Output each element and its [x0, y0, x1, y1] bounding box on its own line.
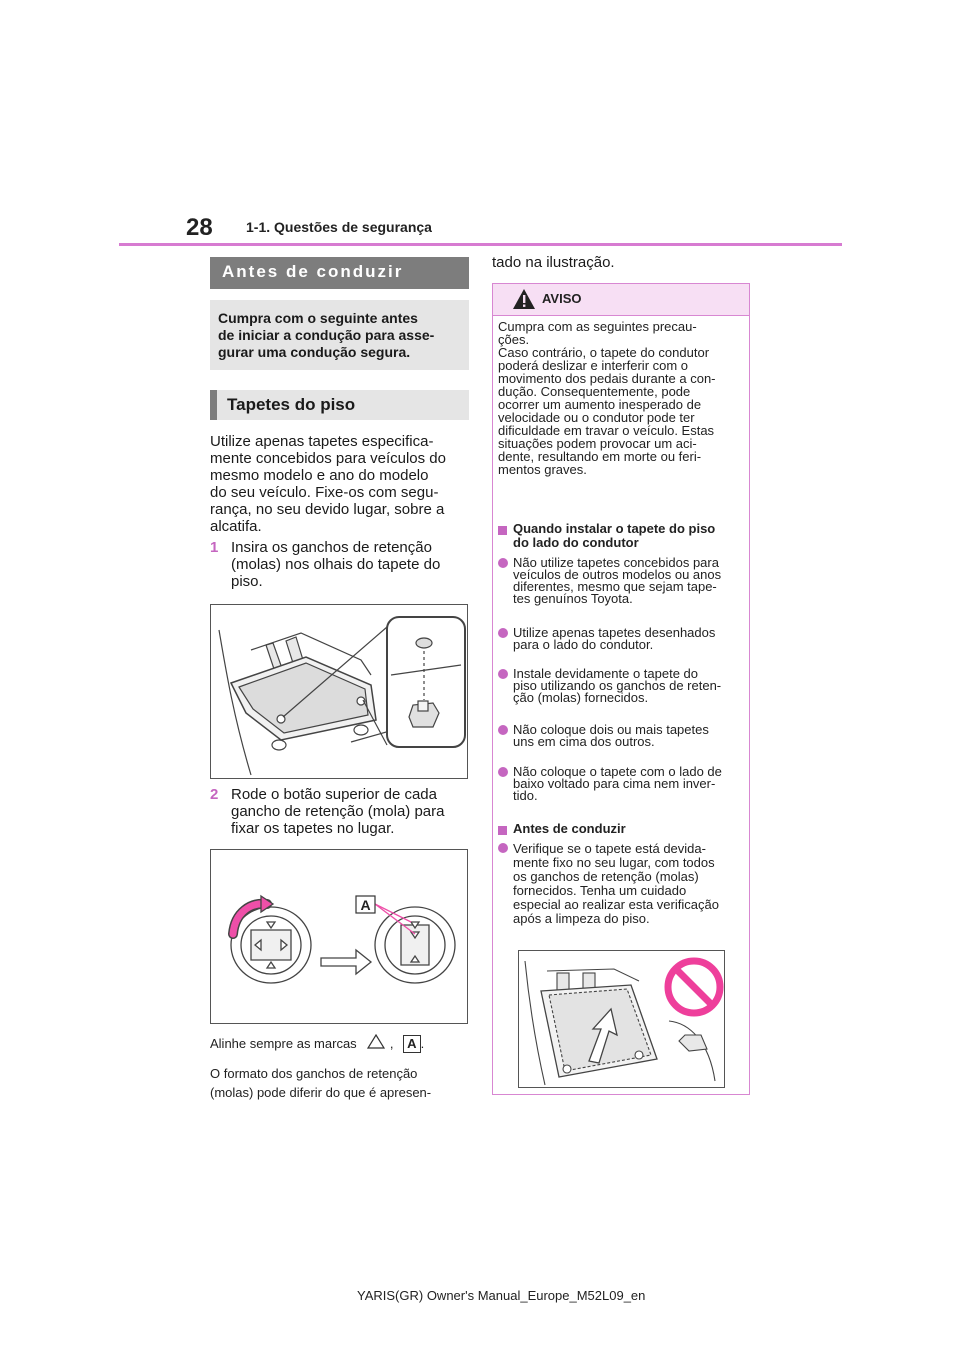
- square-bullet-icon: [498, 826, 507, 835]
- step-2-text: Rode o botão superior de cada gancho de retenção (mola) para fixar os tapetes no lugar.: [231, 786, 445, 837]
- bullet-item: [498, 724, 748, 748]
- bullet-text: Não coloque o tapete com o lado de baixo voltado para cima nem inver- tido.: [513, 764, 722, 803]
- bullet-item: [498, 668, 748, 704]
- triangle-mark-icon: [366, 1034, 386, 1050]
- alignment-note-end: .: [420, 1036, 425, 1051]
- bullet-dot-icon: [498, 628, 508, 638]
- step-1-text: Insira os ganchos de retenção (molas) nos olhais do tapete do piso.: [231, 539, 441, 590]
- bullet-text: Não utilize tapetes concebidos para veículos de outros modelos ou anos diferentes, mesmo que sejam tape- tes genuínos Toyota.: [513, 555, 722, 606]
- warning-header: [493, 284, 749, 316]
- header-rule: [119, 243, 842, 246]
- bullet-item: [498, 627, 748, 651]
- step-1-number: 1: [210, 539, 219, 556]
- shape-note: O formato dos ganchos de retenção (molas) pode diferir do que é apresen-: [210, 1066, 432, 1100]
- bullet-item: [498, 766, 748, 802]
- alignment-note-separator: ,: [389, 1036, 394, 1051]
- group-1-heading-text: Quando instalar o tapete do piso do lado do condutor: [513, 521, 716, 550]
- warning-text: Cumpra com as seguintes precau- ções. Caso contrário, o tapete do condutor poderá deslizar e interferir com o movimento dos pedais durante a con- dução. Consequentemente, pode ocorrer um aumento inesperado de velocidade ou o condutor pode ter dificuldade em travar o veículo. Estas situações podem provocar um aci- dente, resultando em morte ou feri- mentos graves.: [498, 319, 716, 477]
- bullet-dot-icon: [498, 843, 508, 853]
- bullet-item: [498, 842, 748, 926]
- bullet-dot-icon: [498, 669, 508, 679]
- label-a-box: A: [403, 1035, 420, 1053]
- bullet-dot-icon: [498, 725, 508, 735]
- warning-label: AVISO: [542, 291, 582, 306]
- figure-2-label-a: A: [360, 897, 371, 913]
- bullet-item: [498, 557, 748, 605]
- floor-mat-illustration: [211, 605, 467, 778]
- alignment-note: [210, 1034, 480, 1056]
- bullet-text: Instale devidamente o tapete do piso utilizando os ganchos de reten- ção (molas) fornecidos.: [513, 666, 722, 705]
- step-2-number: 2: [210, 786, 219, 803]
- intro-paragraph: Utilize apenas tapetes especifica- mente concebidos para veículos do mesmo modelo e ano do modelo do seu veículo. Fixe-os com segu- rança, no seu devido lugar, sobre a alcatifa.: [210, 433, 446, 535]
- footer-text: YARIS(GR) Owner's Manual_Europe_M52L09_en: [357, 1288, 646, 1303]
- warning-box: [492, 283, 750, 1095]
- bullet-dot-icon: [498, 558, 508, 568]
- figure-floor-mat-hooks: [210, 604, 468, 779]
- rotate-knob-illustration: [211, 850, 467, 1023]
- prohibited-mat-illustration: [519, 951, 724, 1087]
- group-2-heading: [498, 822, 748, 836]
- figure-rotate-knob: [210, 849, 468, 1024]
- step-2: [210, 786, 480, 837]
- figure-prohibited-mat: [518, 950, 725, 1088]
- intro-box: Cumpra com o seguinte antes de iniciar a condução para asse- gurar uma condução segura.: [210, 300, 469, 370]
- bullet-text: Verifique se o tapete está devida- mente fixo no seu lugar, com todos os ganchos de retenção (molas) fornecidos. Tenha um cuidado especial ao realizar esta verificação após a limpeza do piso.: [513, 841, 719, 926]
- heading-antes-de-conduzir: Antes de conduzir: [210, 257, 469, 289]
- section-title: 1-1. Questões de segurança: [246, 219, 432, 235]
- alignment-note-text: Alinhe sempre as marcas: [210, 1036, 357, 1051]
- bullet-text: Utilize apenas tapetes desenhados para o lado do condutor.: [513, 625, 716, 652]
- subheading-tapetes: Tapetes do piso: [210, 390, 469, 420]
- group-2-heading-text: Antes de conduzir: [513, 821, 626, 836]
- bullet-text: Não coloque dois ou mais tapetes uns em cima dos outros.: [513, 722, 709, 749]
- bullet-dot-icon: [498, 767, 508, 777]
- step-1: [210, 539, 480, 590]
- continuation-text: tado na ilustração.: [492, 254, 615, 271]
- group-1-heading: [498, 522, 748, 550]
- square-bullet-icon: [498, 526, 507, 535]
- page-number: 28: [186, 214, 213, 241]
- warning-triangle-icon: [512, 288, 536, 310]
